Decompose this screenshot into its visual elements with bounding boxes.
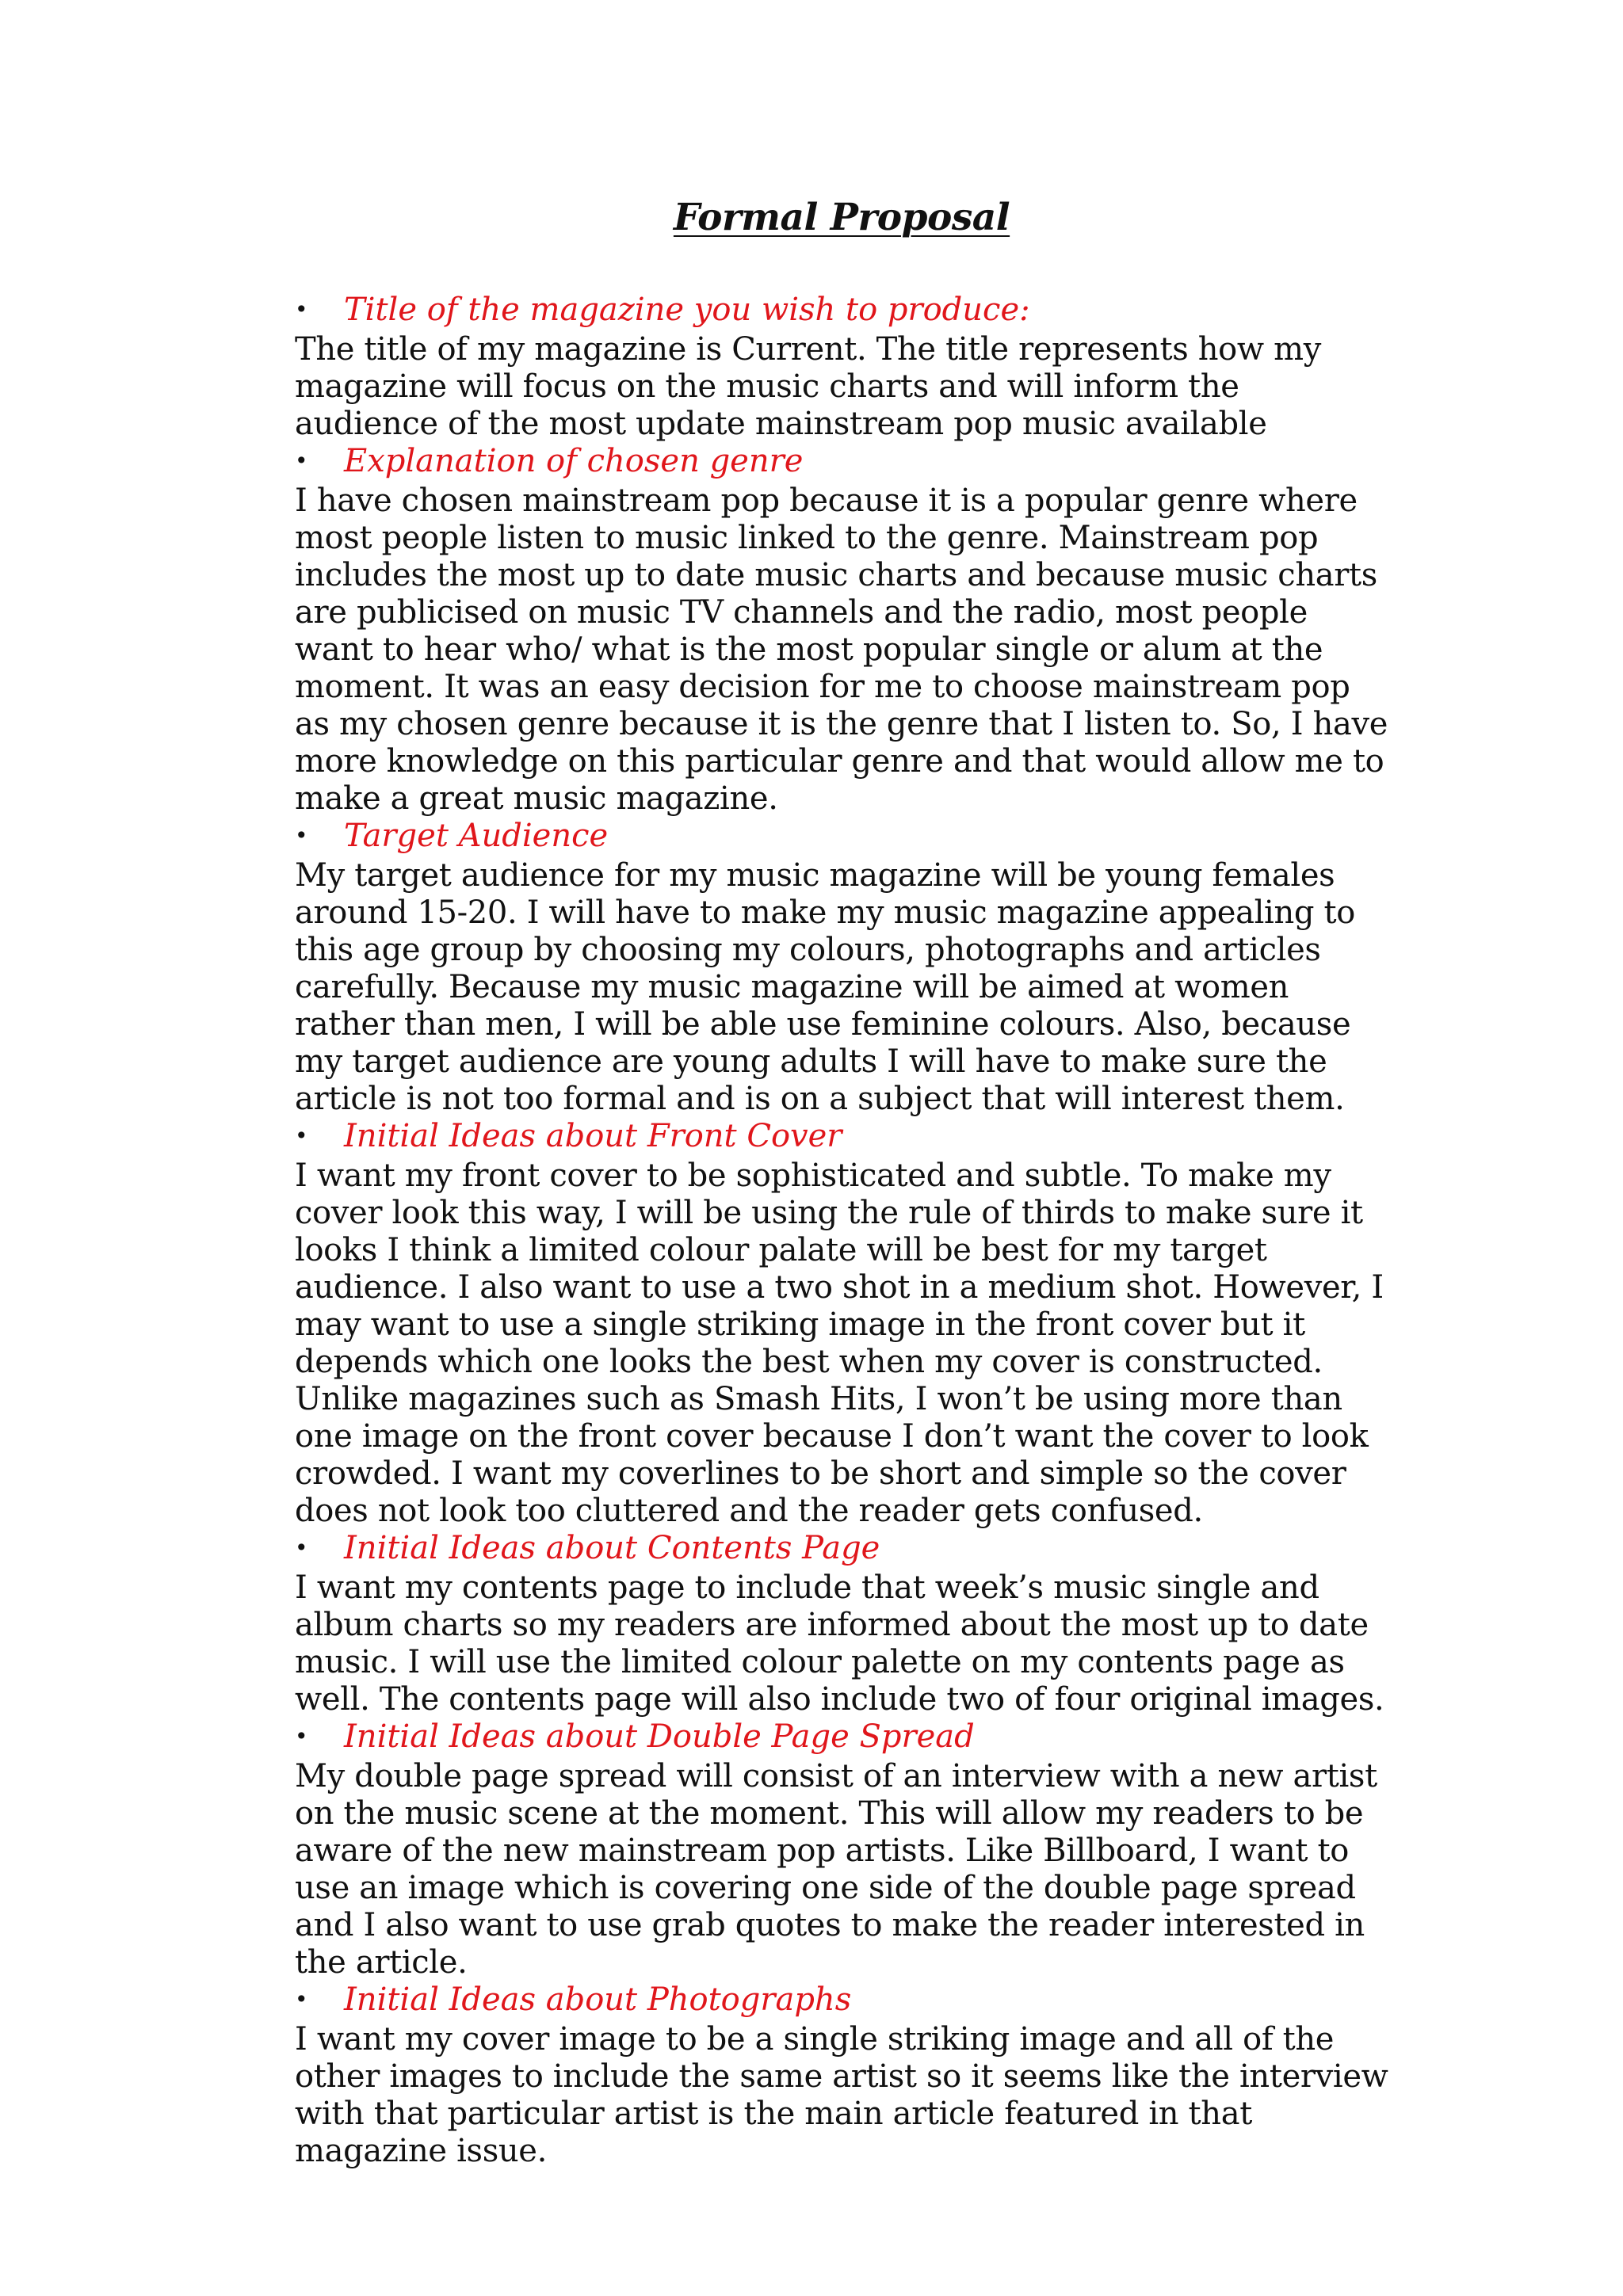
- section-heading: Title of the magazine you wish to produce:: [344, 292, 1030, 328]
- section-heading-row: [295, 1118, 1388, 1158]
- document-page: [295, 190, 1388, 2170]
- bullet-icon: •: [295, 1535, 308, 1561]
- bullet-icon: •: [295, 1986, 308, 2012]
- section-body: My double page spread will consist of an interview with a new artist on the music scene at the moment. This will allow my readers to be aware of the new mainstream pop artists. Like Billboard, I want to use an image which is covering one side of the double page spread and I also want to use grab quotes to make the reader interested in the article.: [295, 1758, 1377, 1981]
- section-body: I want my front cover to be sophisticated and subtle. To make my cover look this way, I will be using the rule of thirds to make sure it looks I think a limited colour palate will be best for my target audience. I also want to use a two shot in a medium shot. However, I may want to use a single striking image in the front cover but it depends which one looks the best when my cover is constructed. Unlike magazines such as Smash Hits, I won’t be using more than one image on the front cover because I don’t want the cover to look crowded. I want my coverlines to be short and simple so the cover does not look too cluttered and the reader gets confused.: [295, 1158, 1384, 1529]
- section-heading: Initial Ideas about Contents Page: [344, 1530, 880, 1566]
- section-heading-row: [295, 443, 1388, 482]
- section-heading: Explanation of chosen genre: [344, 443, 804, 479]
- bullet-icon: •: [295, 1723, 308, 1749]
- section-target-audience: [295, 818, 1388, 1118]
- bullet-icon: •: [295, 822, 308, 849]
- bullet-icon: •: [295, 448, 308, 474]
- bullet-icon: •: [295, 1123, 308, 1149]
- section-heading-row: [295, 292, 1388, 331]
- section-front-cover: [295, 1118, 1388, 1530]
- document-title: Formal Proposal: [673, 196, 1010, 239]
- section-heading: Target Audience: [344, 818, 609, 854]
- section-magazine-title: [295, 292, 1388, 443]
- section-heading-row: [295, 1530, 1388, 1569]
- section-heading: Initial Ideas about Front Cover: [344, 1118, 842, 1154]
- section-body: I have chosen mainstream pop because it is a popular genre where most people listen to music linked to the genre. Mainstream pop includes the most up to date music charts and because music charts are publicised on music TV channels and the radio, most people want to hear who/ what is the most popular single or alum at the moment. It was an easy decision for me to choose mainstream pop as my chosen genre because it is the genre that I listen to. So, I have more knowledge on this particular genre and that would allow me to make a great music magazine.: [295, 482, 1388, 817]
- section-body: The title of my magazine is Current. The title represents how my magazine will focus on the music charts and will inform the audience of the most update mainstream pop music available: [295, 331, 1321, 442]
- bullet-icon: •: [295, 296, 308, 322]
- section-heading-row: [295, 1718, 1388, 1758]
- section-heading-row: [295, 1981, 1388, 2021]
- section-chosen-genre: [295, 443, 1388, 818]
- section-heading: Initial Ideas about Double Page Spread: [344, 1718, 975, 1755]
- section-heading-row: [295, 818, 1388, 857]
- section-heading: Initial Ideas about Photographs: [344, 1981, 852, 2018]
- section-body: I want my cover image to be a single striking image and all of the other images to include the same artist so it seems like the interview with that particular artist is the main article featured in that magazine issue.: [295, 2021, 1388, 2169]
- section-body: My target audience for my music magazine will be young females around 15-20. I will have to make my music magazine appealing to this age group by choosing my colours, photographs and articles carefully. Because my music magazine will be aimed at women rather than men, I will be able use feminine colours. Also, because my target audience are young adults I will have to make sure the article is not too formal and is on a subject that will interest them.: [295, 857, 1355, 1117]
- section-contents-page: [295, 1530, 1388, 1718]
- section-double-page-spread: [295, 1718, 1388, 1981]
- section-photographs: [295, 1981, 1388, 2170]
- section-body: I want my contents page to include that week’s music single and album charts so my readers are informed about the most up to date music. I will use the limited colour palette on my contents page as well. The contents page will also include two of four original images.: [295, 1569, 1384, 1718]
